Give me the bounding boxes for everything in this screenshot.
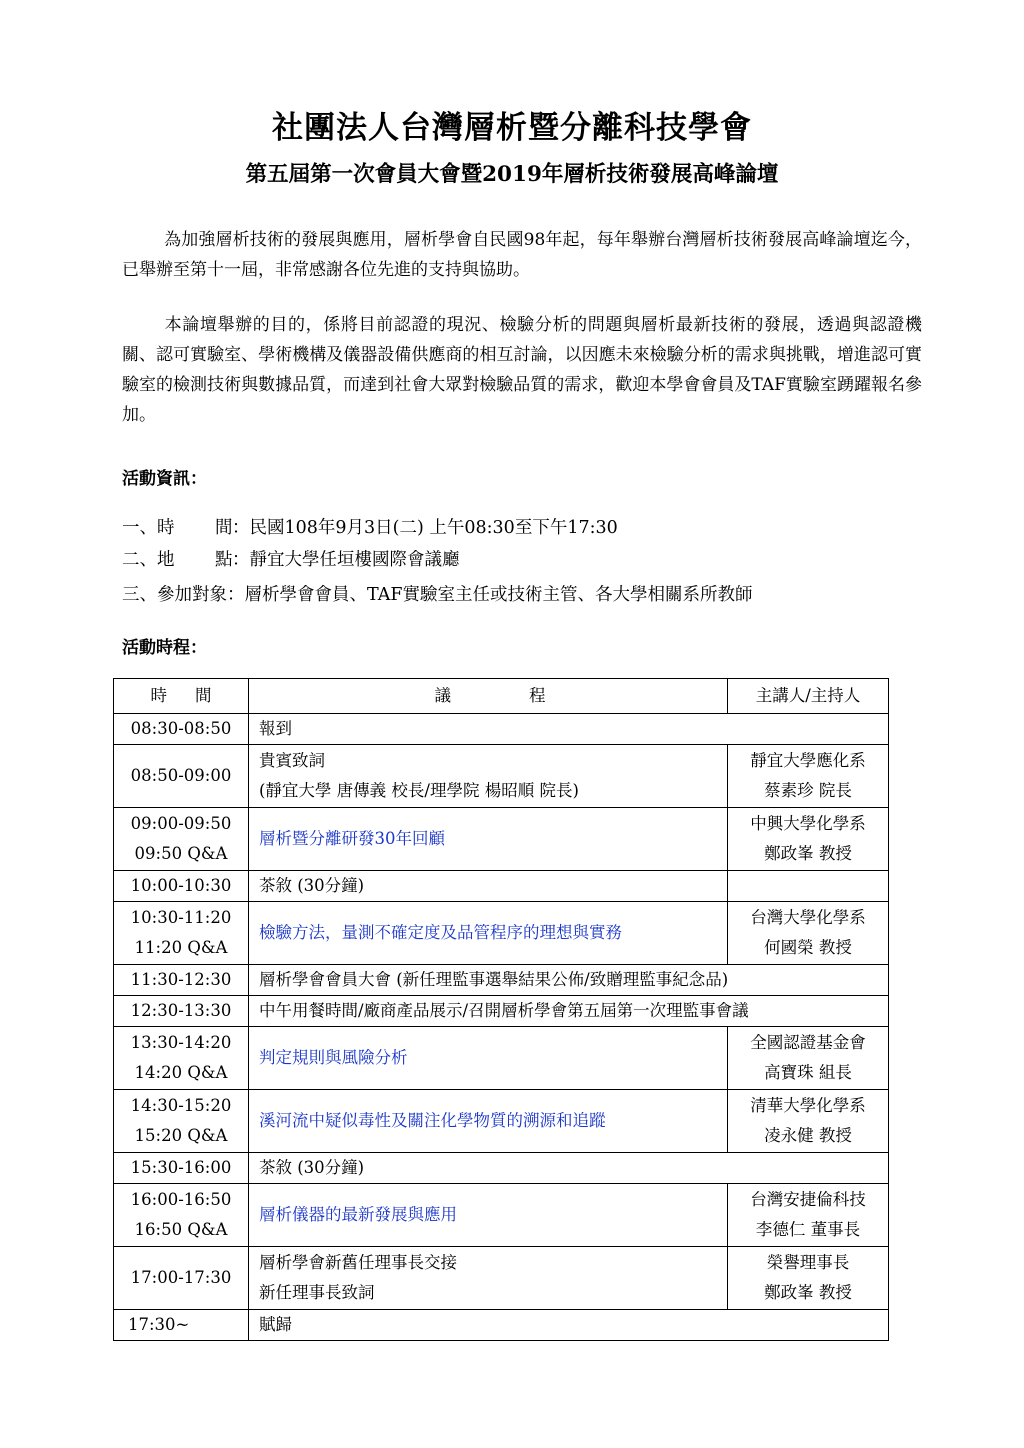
row-speaker-org: 清華大學化學系 <box>750 1096 866 1115</box>
row-speaker <box>728 808 889 871</box>
row-topic: 層析學會會員大會 (新任理監事選舉結果公佈/致贈理監事紀念品) <box>249 965 889 996</box>
row-speaker <box>728 745 889 808</box>
row-time: 10:00-10:30 <box>114 871 249 902</box>
row-time-range: 10:30-11:20 <box>130 908 232 927</box>
row-speaker <box>728 1090 889 1153</box>
table-row <box>114 745 889 808</box>
row-topic <box>249 745 728 808</box>
info-time <box>122 514 618 539</box>
row-time-range: 09:00-09:50 <box>130 814 232 833</box>
row-time: 17:00-17:30 <box>114 1247 249 1310</box>
schedule-table <box>113 678 889 1341</box>
info-place-num: 二、 <box>122 550 157 570</box>
schedule-heading: 活動時程： <box>122 638 207 658</box>
row-time-qa: 11:20 Q&A <box>134 938 228 957</box>
info-time-key-1: 時 <box>157 518 175 538</box>
row-speaker-org: 台灣安捷倫科技 <box>750 1190 866 1209</box>
info-time-key-2: 間 <box>215 518 233 538</box>
row-topic: 層析儀器的最新發展與應用 <box>249 1184 728 1247</box>
header-topic-b: 程 <box>529 686 546 705</box>
table-row <box>114 714 889 745</box>
header-topic-a: 議 <box>434 686 451 705</box>
info-place-key-2: 點 <box>215 550 233 570</box>
row-topic: 溪河流中疑似毒性及關注化學物質的溯源和追蹤 <box>249 1090 728 1153</box>
document-subtitle: 第五屆第一次會員大會暨2019年層析技術發展高峰論壇 <box>245 162 779 187</box>
header-time <box>114 679 249 714</box>
info-place <box>122 546 460 571</box>
schedule-header-row <box>114 679 889 714</box>
info-target-value: ：層析學會會員、TAF實驗室主任或技術主管、各大學相關系所教師 <box>227 585 753 605</box>
table-row <box>114 1247 889 1310</box>
row-time-qa: 15:20 Q&A <box>134 1126 228 1145</box>
row-speaker-org: 榮譽理事長 <box>766 1253 850 1272</box>
info-place-key-1: 地 <box>157 550 175 570</box>
row-speaker <box>728 871 889 902</box>
table-row <box>114 1153 889 1184</box>
row-time <box>114 1027 249 1090</box>
header-topic <box>249 679 728 714</box>
row-time <box>114 1184 249 1247</box>
row-topic-line-1: 貴賓致詞 <box>259 751 325 770</box>
row-speaker-org: 靜宜大學應化系 <box>750 751 866 770</box>
row-time-range: 13:30-14:20 <box>130 1033 232 1052</box>
row-time: 17:30~ <box>114 1310 249 1341</box>
row-speaker-name: 高寶珠 組長 <box>764 1063 852 1082</box>
intro-paragraph-1 <box>122 225 922 285</box>
row-topic <box>249 1247 728 1310</box>
row-speaker-org: 台灣大學化學系 <box>750 908 866 927</box>
row-speaker <box>728 902 889 965</box>
row-time: 08:50-09:00 <box>114 745 249 808</box>
row-topic-line-2: 新任理事長致詞 <box>259 1283 375 1302</box>
row-topic: 茶敘 (30分鐘) <box>249 1153 889 1184</box>
row-speaker <box>728 1247 889 1310</box>
header-time-b: 間 <box>195 686 212 705</box>
row-time-range: 16:00-16:50 <box>130 1190 232 1209</box>
row-topic: 報到 <box>249 714 889 745</box>
row-topic-line-1: 層析學會新舊任理事長交接 <box>259 1253 457 1272</box>
row-time-range: 14:30-15:20 <box>130 1096 232 1115</box>
row-speaker <box>728 1184 889 1247</box>
document-title: 社團法人台灣層析暨分離科技學會 <box>272 110 752 146</box>
table-row <box>114 902 889 965</box>
row-speaker-name: 鄭政峯 教授 <box>764 844 852 863</box>
info-heading: 活動資訊： <box>122 469 207 489</box>
table-row <box>114 1090 889 1153</box>
row-topic: 檢驗方法，量測不確定度及品管程序的理想與實務 <box>249 902 728 965</box>
intro-paragraph-2-text: 本論壇舉辦的目的，係將目前認證的現況、檢驗分析的問題與層析最新技術的發展，透過與認證機關、認可實驗室、學術機構及儀器設備供應商的相互討論，以因應未來檢驗分析的需求與挑戰，增進認可實驗室的檢測技術與數據品質，而達到社會大眾對檢驗品質的需求，歡迎本學會會員及TAF實驗室踴躍報名參加。 <box>122 315 922 425</box>
table-row <box>114 871 889 902</box>
table-row <box>114 1310 889 1341</box>
row-time <box>114 808 249 871</box>
intro-paragraph-2 <box>122 310 922 430</box>
row-speaker-name: 蔡素珍 院長 <box>764 781 852 800</box>
row-topic: 判定規則與風險分析 <box>249 1027 728 1090</box>
intro-paragraph-1-text: 為加強層析技術的發展與應用，層析學會自民國98年起，每年舉辦台灣層析技術發展高峰論壇迄今，已舉辦至第十一屆，非常感謝各位先進的支持與協助。 <box>122 230 922 280</box>
row-speaker-org: 中興大學化學系 <box>750 814 866 833</box>
header-speaker: 主講人/主持人 <box>728 679 889 714</box>
header-time-a: 時 <box>150 686 167 705</box>
row-topic-line-2: (靜宜大學 唐傳義 校長/理學院 楊昭順 院長) <box>259 781 579 800</box>
row-speaker-name: 李德仁 董事長 <box>755 1220 861 1239</box>
row-time: 15:30-16:00 <box>114 1153 249 1184</box>
row-topic: 賦歸 <box>249 1310 889 1341</box>
row-speaker <box>728 1027 889 1090</box>
row-time-qa: 14:20 Q&A <box>134 1063 228 1082</box>
table-row <box>114 808 889 871</box>
row-topic: 中午用餐時間/廠商產品展示/召開層析學會第五屆第一次理監事會議 <box>249 996 889 1027</box>
row-speaker-name: 何國榮 教授 <box>764 938 852 957</box>
row-speaker-name: 凌永健 教授 <box>764 1126 852 1145</box>
row-time <box>114 902 249 965</box>
row-time-qa: 16:50 Q&A <box>134 1220 228 1239</box>
table-row <box>114 996 889 1027</box>
info-place-value: ：靜宜大學任垣樓國際會議廳 <box>232 550 460 570</box>
row-time: 08:30-08:50 <box>114 714 249 745</box>
info-target-num: 三、 <box>122 585 157 605</box>
row-time <box>114 1090 249 1153</box>
table-row <box>114 1184 889 1247</box>
info-time-value: ：民國108年9月3日(二) 上午08:30至下午17:30 <box>232 518 618 538</box>
row-time: 11:30-12:30 <box>114 965 249 996</box>
info-time-num: 一、 <box>122 518 157 538</box>
table-row <box>114 965 889 996</box>
row-speaker-org: 全國認證基金會 <box>750 1033 866 1052</box>
info-target <box>122 581 753 606</box>
table-row <box>114 1027 889 1090</box>
row-speaker-name: 鄭政峯 教授 <box>764 1283 852 1302</box>
info-target-key: 參加對象 <box>157 585 227 605</box>
row-topic: 茶敘 (30分鐘) <box>249 871 728 902</box>
row-time-qa: 09:50 Q&A <box>134 844 228 863</box>
row-topic: 層析暨分離研發30年回顧 <box>249 808 728 871</box>
row-time: 12:30-13:30 <box>114 996 249 1027</box>
